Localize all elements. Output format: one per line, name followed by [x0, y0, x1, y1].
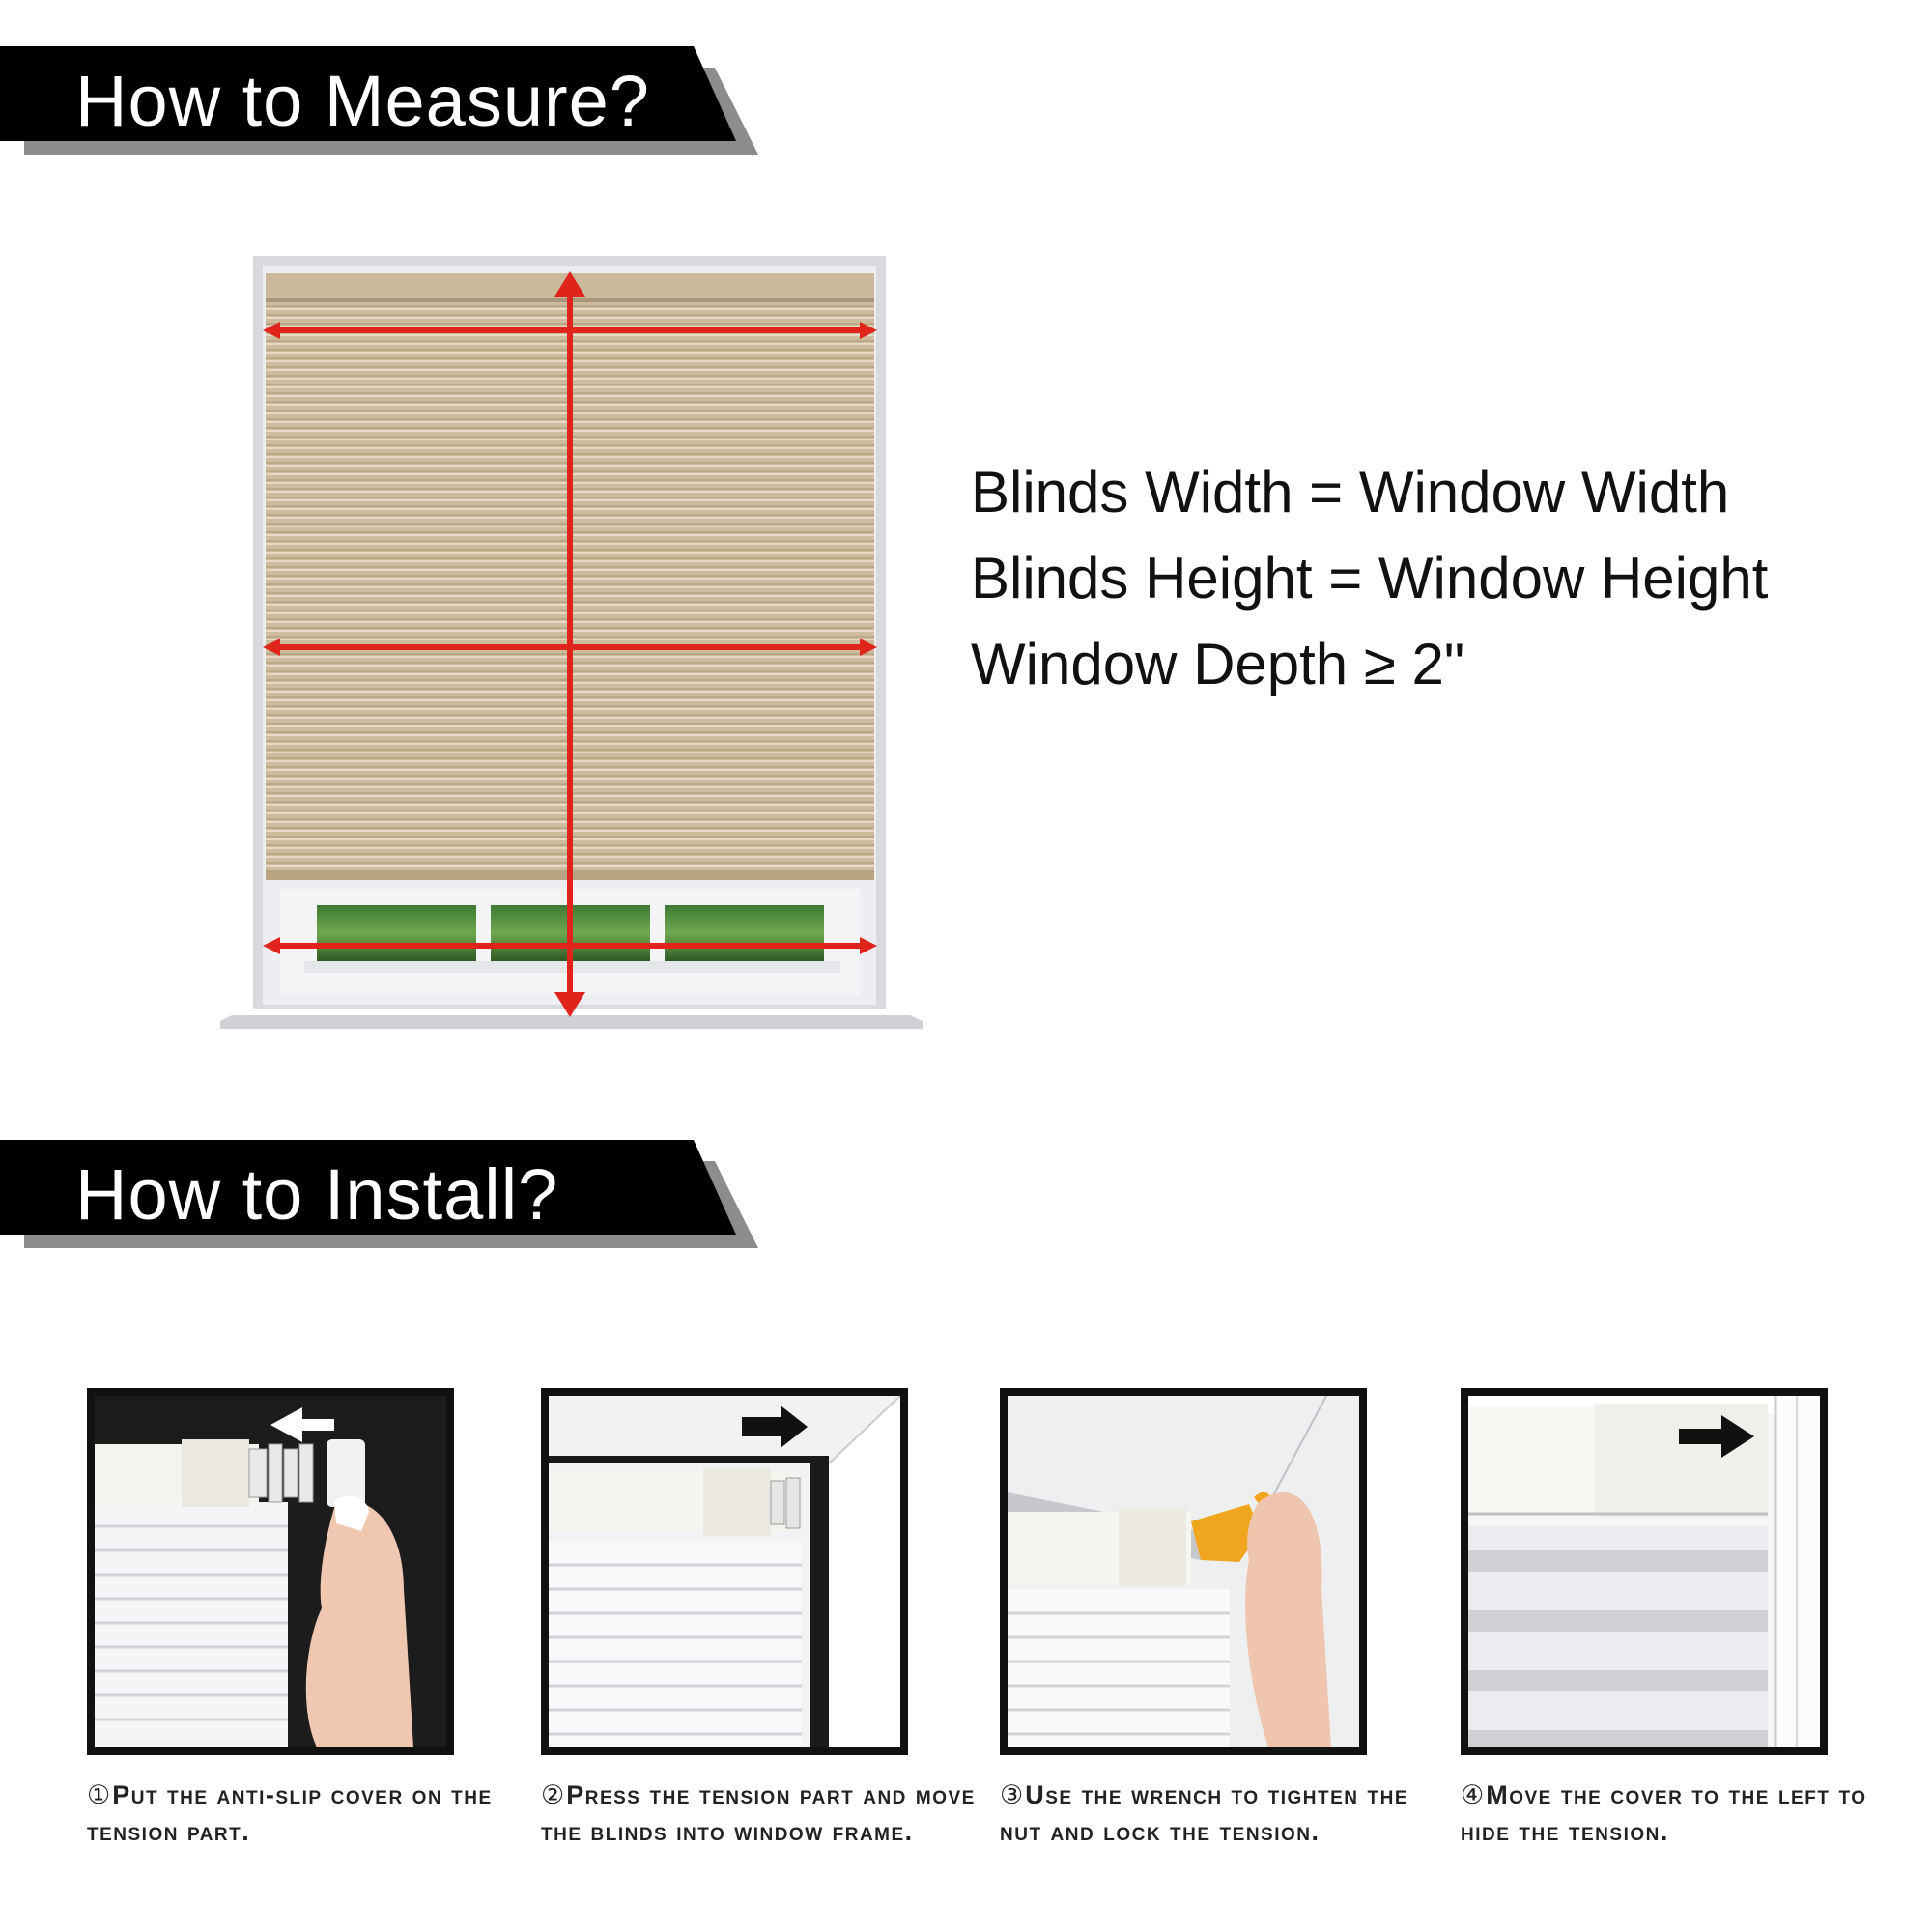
step-2-number: ② [541, 1780, 565, 1809]
step-3-number: ③ [1000, 1780, 1024, 1809]
step-3-photo [1000, 1388, 1367, 1755]
step-2-photo [541, 1388, 908, 1755]
step-3-caption [1000, 1776, 1439, 1850]
blinds-height-formula: Blinds Height = Window Height [971, 546, 1769, 611]
blinds-width-formula: Blinds Width = Window Width [971, 460, 1730, 525]
install-step-1 [87, 1388, 526, 1850]
measure-title: How to Measure? [75, 61, 650, 141]
step-1-text: Put the anti-slip cover on the tension part. [87, 1780, 493, 1846]
window-depth-formula: Window Depth ≥ 2" [971, 632, 1465, 696]
step-2-text: Press the tension part and move the blinds into window frame. [541, 1780, 976, 1846]
measure-section-banner [0, 46, 763, 172]
step-4-number: ④ [1461, 1780, 1485, 1809]
install-step-4 [1461, 1388, 1900, 1850]
install-section-banner [0, 1140, 763, 1265]
step-4-text: Move the cover to the left to hide the tension. [1461, 1780, 1867, 1846]
step-2-caption [541, 1776, 980, 1850]
step-1-number: ① [87, 1780, 111, 1809]
step-4-caption [1461, 1776, 1900, 1850]
install-step-3 [1000, 1388, 1439, 1850]
install-title: How to Install? [75, 1154, 559, 1235]
step-1-photo [87, 1388, 454, 1755]
step-3-text: Use the wrench to tighten the nut and lock the tension. [1000, 1780, 1408, 1846]
install-step-2 [541, 1388, 980, 1850]
step-4-photo [1461, 1388, 1828, 1755]
step-1-caption [87, 1776, 526, 1850]
measurement-formulas [971, 449, 1898, 707]
window-blind-illustration [213, 256, 927, 1038]
